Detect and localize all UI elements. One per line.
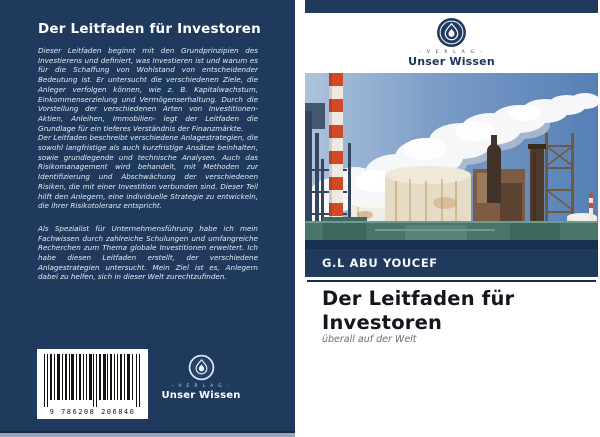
page-edge-shadow: [0, 433, 295, 437]
cover-photo: [305, 73, 598, 249]
publisher-logo-back: [160, 354, 242, 401]
publisher-brand: Unser Wissen: [408, 55, 495, 68]
verlag-label: - V E R L A G -: [171, 384, 231, 389]
publisher-brand: Unser Wissen: [161, 390, 241, 401]
author-bar: G.L ABU YOUCEF: [305, 249, 598, 277]
front-cover-subtitle: überall auf der Welt: [322, 334, 417, 345]
back-cover-title: Der Leitfaden für Investoren: [38, 21, 261, 37]
striped-chimney: [329, 73, 343, 225]
title-divider-rule: [307, 280, 596, 282]
publisher-drop-icon: [188, 354, 215, 381]
silhouette-base: [305, 240, 598, 249]
front-cover-title: Der Leitfaden für Investoren: [322, 287, 515, 334]
publisher-logo-front: [389, 17, 514, 68]
publisher-drop-icon: [436, 17, 467, 48]
barcode-number: 9 786208 206840: [49, 408, 136, 416]
blurb-paragraph-1: Dieser Leitfaden beginnt mit den Grundprinzipien des Investierens und definiert, was Investieren ist und warum es für die Schaffung von Wohlstand von entscheidender Bedeutung ist. Er untersucht die verschiedenen Ziele, die Anleger verfolgen können, wie z. B. Kapitalwachstum, Einkommenserzielung und Vermögenserhaltung. Durch die Vorstellung der verschiedenen Arten von Investitionen- Aktien, Anleihen, Immobilien- legt der Leitfaden die Grundlage für ein tieferes Verständnis der Finanzmärkte.: [38, 46, 258, 133]
front-top-bar: [305, 0, 598, 13]
barcode: [37, 349, 148, 419]
verlag-label: - V E R L A G -: [419, 50, 484, 55]
blurb-paragraph-3: Als Spezialist für Unternehmensführung habe ich mein Fachwissen durch zahlreiche Schulungen und umfangreiche Recherchen zum Thema globale Investitionen erweitert. Ich habe diesen Leitfaden erstellt, der verschiedene Anlagestrategien untersucht. Mein Ziel ist es, Anlegern dabei zu helfen, sich in dieser Welt zurechtzufinden.: [38, 223, 258, 282]
blurb-paragraph-2: Der Leitfaden beschreibt verschiedene Anlagestrategien, die sowohl langfristige als auch kurzfristige Ansätze beinhalten, sowie grundlegende und technische Analysen. Auch das Risikomanagement wird behandelt, mit Methoden zur Identifizierung und Abschwächung der verschiedenen Risiken, die mit einer Investition verbunden sind. Dieser Teil hilft den Anlegern, eine individuelle Strategie zu entwickeln, die ihrer Risikotoleranz entspricht.: [38, 133, 258, 211]
back-cover-blurb: [38, 46, 258, 282]
